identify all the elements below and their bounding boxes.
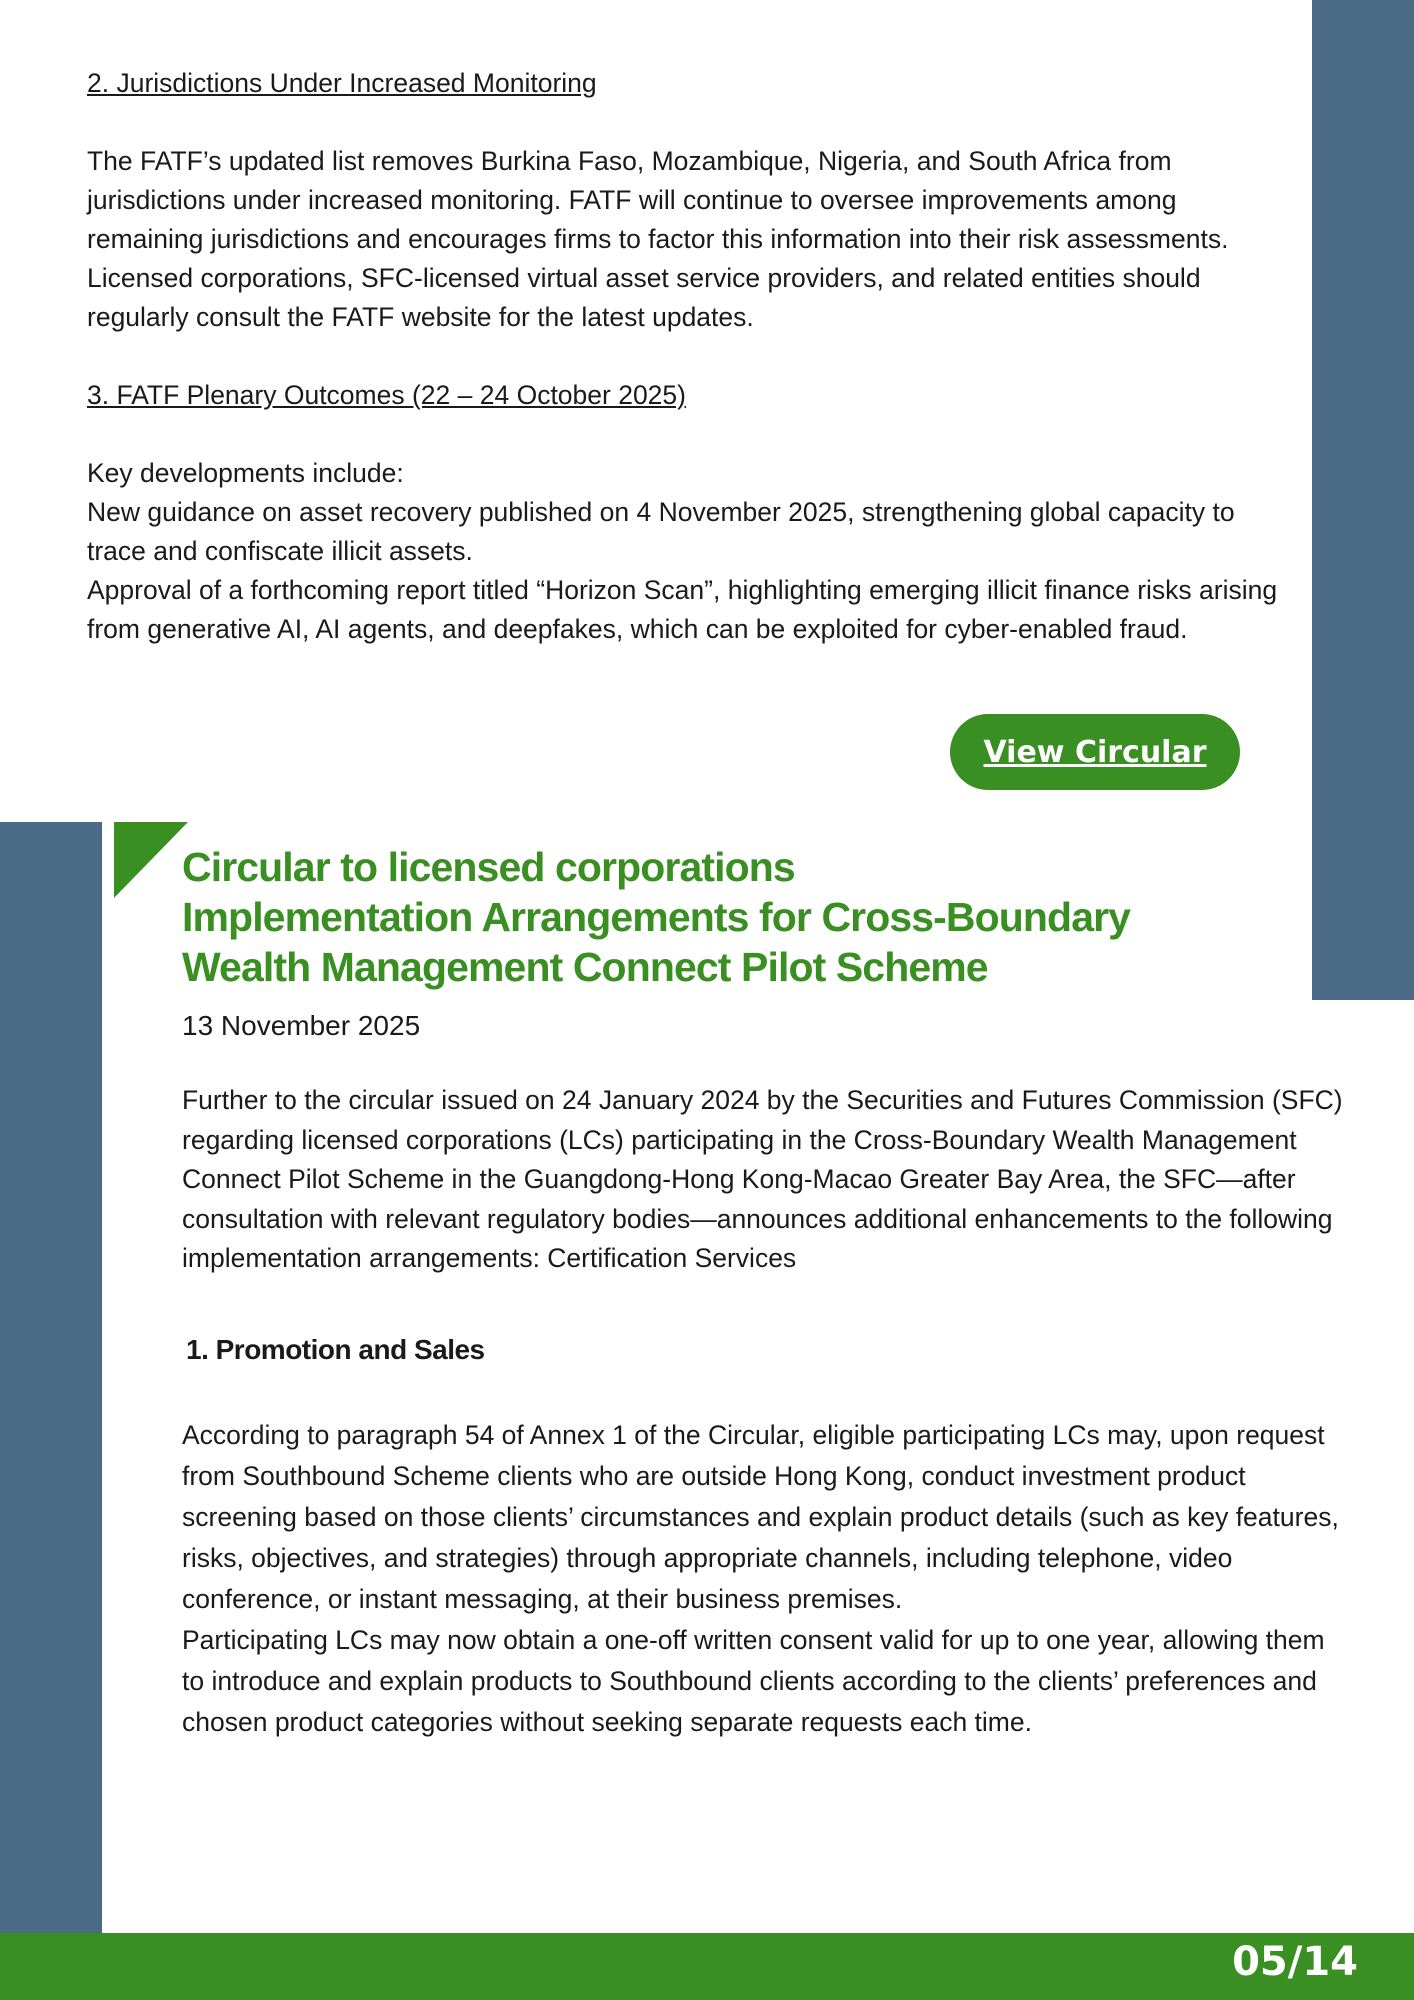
development-item: Approval of a forthcoming report titled “Horizon Scan”, highlighting emerging illicit finance risks arising from generative AI, AI agents, and deepfakes, which can be exploited for cyber-enabled fraud. [87,575,1278,644]
jurisdictions-paragraph: The FATF’s updated list removes Burkina Faso, Mozambique, Nigeria, and South Africa from jurisdictions under increased monitoring. FATF will continue to oversee improvements among remaining jurisdictions and encourages firms to factor this information into their risk assessments. [87,146,1229,254]
article-date: 13 November 2025 [182,1010,421,1041]
page-number: 05/14 [1232,1939,1358,1985]
decorative-bar-left [0,822,102,1944]
article-title-line: Wealth Management Connect Pilot Scheme [182,944,988,990]
subsection-heading: 1. Promotion and Sales [186,1334,485,1365]
article-title-line: Implementation Arrangements for Cross-Boundary [182,894,1131,940]
body-paragraph: Participating LCs may now obtain a one-off written consent valid for up to one year, allowing them to introduce and explain products to Southbound clients according to the clients’ preferences and chosen product categories without seeking separate requests each time. [182,1625,1325,1737]
article-title-line: Circular to licensed corporations [182,844,795,890]
footer-bar [0,1933,1414,2000]
consult-paragraph: Licensed corporations, SFC-licensed virtual asset service providers, and related entities should regularly consult the FATF website for the latest updates. [87,263,1201,332]
section-heading-jurisdictions: 2. Jurisdictions Under Increased Monitoring [87,68,597,98]
article-title [182,842,1342,992]
intro-paragraph: Further to the circular issued on 24 January 2024 by the Securities and Futures Commission (SFC) regarding licensed corporations (LCs) participating in the Cross-Boundary Wealth Management Connect Pilot Scheme in the Guangdong-Hong Kong-Macao Greater Bay Area, the SFC—after consultation with relevant regulatory bodies—announces additional enhancements to the following implementation arrangements: Certification Services [182,1085,1343,1273]
promotion-sales-body [182,1415,1352,1743]
development-item: New guidance on asset recovery published on 4 November 2025, strengthening global capacity to trace and confiscate illicit assets. [87,497,1235,566]
monitoring-section [87,64,1297,649]
section-heading-plenary: 3. FATF Plenary Outcomes (22 – 24 October 2025) [87,380,686,410]
body-paragraph: According to paragraph 54 of Annex 1 of the Circular, eligible participating LCs may, upon request from Southbound Scheme clients who are outside Hong Kong, conduct investment product screening based on those clients’ circumstances and explain product details (such as key features, risks, objectives, and strategies) through appropriate channels, including telephone, video conference, or instant messaging, at their business premises. [182,1420,1339,1614]
article-intro [182,1081,1352,1279]
key-developments-intro: Key developments include: [87,458,404,488]
corner-triangle-icon [114,822,188,898]
view-circular-button[interactable]: View Circular [950,714,1240,790]
